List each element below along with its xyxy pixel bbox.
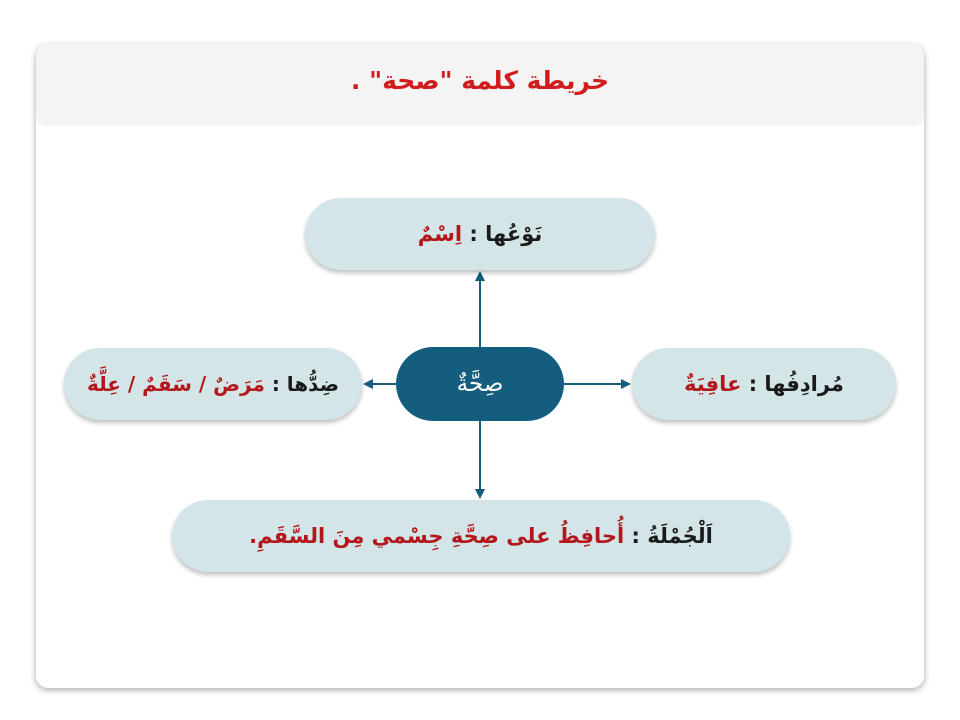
antonym-node bbox=[64, 348, 362, 420]
sentence-node bbox=[172, 500, 790, 572]
sentence-label: اَلْجُمْلَةُ : bbox=[631, 524, 713, 548]
antonym-value: مَرَضٌ / سَقَمٌ / عِلَّةٌ bbox=[86, 372, 265, 396]
type-label: نَوْعُها : bbox=[469, 222, 543, 246]
center-word-text: صِحَّةٌ bbox=[456, 371, 504, 397]
type-value: اِسْمٌ bbox=[417, 222, 463, 246]
synonym-node bbox=[632, 348, 896, 420]
center-word-node bbox=[396, 347, 564, 421]
synonym-label: مُرادِفُها : bbox=[748, 372, 844, 396]
slide-title: خريطة كلمة "صحة" . bbox=[350, 66, 610, 95]
antonym-label: ضِدُّها : bbox=[271, 372, 340, 396]
type-node bbox=[305, 198, 655, 270]
sentence-value: أُحافِظُ على صِحَّةِ جِسْمي مِنَ السَّقَمِ. bbox=[249, 524, 625, 548]
synonym-value: عافِيَةٌ bbox=[684, 372, 742, 396]
